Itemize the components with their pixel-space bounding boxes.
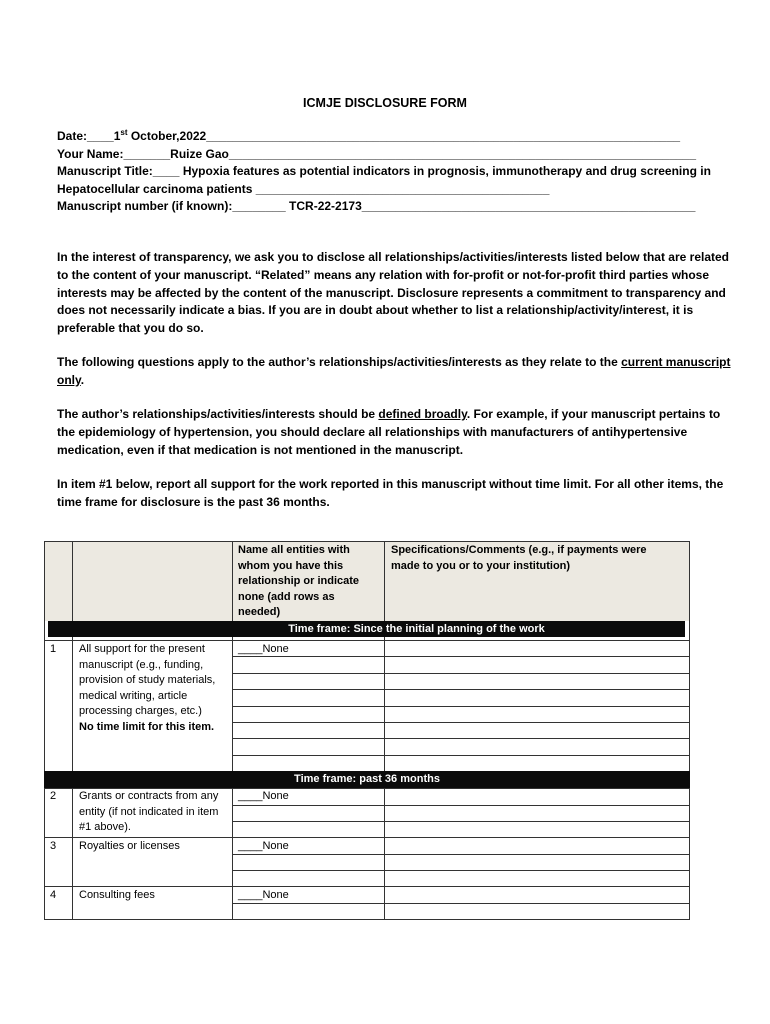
none-field[interactable]: ____None (238, 790, 289, 802)
entry-line (232, 656, 690, 657)
entry-line (232, 903, 690, 904)
manuscript-title-line: Manuscript Title:____ Hypoxia features as potential indicators in prognosis, immunotherapy and drug screening in (57, 164, 711, 178)
date-value: October,2022_______________________________________________________________________ (127, 129, 681, 143)
broad-text: The author’s relationships/activities/interests should be (57, 407, 379, 421)
item-number: 3 (50, 840, 57, 852)
page-title: ICMJE DISCLOSURE FORM (303, 96, 467, 110)
row-separator (44, 640, 690, 641)
entry-line (232, 722, 690, 723)
item-description: Grants or contracts from any entity (if not indicated in item #1 above). (79, 790, 219, 834)
item-number: 2 (50, 790, 57, 802)
table-border-bottom (44, 919, 690, 920)
item-description: Consulting fees (79, 889, 155, 901)
entry-line (232, 805, 690, 806)
manuscript-number-line: Manuscript number (if known):________ TCR-22-2173__________________________________________________ (57, 199, 696, 213)
none-field[interactable]: ____None (238, 889, 289, 901)
none-field[interactable]: ____None (238, 840, 289, 852)
item-number: 4 (50, 889, 57, 901)
transparency-paragraph: In the interest of transparency, we ask you to disclose all relationships/activities/interests listed below that are related to the content of your manuscript. “Related” means any relation with for-profit or not-for-profit third parties whose interests may be affected by the content of the manuscript. Disclosure represents a commitment to transparency and does not necessarily indicate a bias. If you are in doubt about whether to list a relationship/activity/interest, it is preferable that you do so. (57, 250, 729, 336)
scope-emphasis: current manuscript only (57, 355, 731, 387)
entry-line (232, 673, 690, 674)
time-frame-band-initial (48, 621, 685, 637)
entities-column-header: Name all entities with whom you have this relationship or indicate none (add rows as needed) (238, 544, 360, 619)
row-separator (44, 837, 690, 838)
table-border-right (689, 541, 690, 920)
item-description: All support for the present manuscript (e.g., funding, provision of study materials, medical writing, article processing charges, etc.) (79, 643, 216, 718)
entry-line (232, 821, 690, 822)
item-note: No time limit for this item. (79, 721, 215, 733)
time-frame-band-36-months: Time frame: past 36 months (44, 771, 690, 788)
date-label: Date:____1 (57, 129, 121, 143)
table-border-desc (232, 541, 233, 920)
specifications-column-header: Specifications/Comments (e.g., if payments were made to you or to your institution) (391, 544, 647, 572)
entry-line (232, 706, 690, 707)
table-border-top (44, 541, 690, 542)
date-ordinal: st (120, 128, 128, 137)
table-border-left (44, 541, 45, 920)
table-border-num (72, 541, 73, 920)
entry-line (232, 689, 690, 690)
entry-line (232, 854, 690, 855)
broad-rest: . For example, if your manuscript pertains to the epidemiology of hypertension, you should declare all relationships with manufacturers of antihypertensive medication, even if that medication is not mentioned in the manuscript. (57, 407, 721, 457)
scope-text: The following questions apply to the author’s relationships/activities/interests as they relate to the (57, 355, 622, 369)
time-frame-paragraph: In item #1 below, report all support for the work reported in this manuscript without time limit. For all other items, the time frame for disclosure is the past 36 months. (57, 477, 724, 509)
table-border-entities (384, 541, 385, 920)
none-field[interactable]: ____None (238, 643, 289, 655)
manuscript-title-line-2: Hepatocellular carcinoma patients ____________________________________________ (57, 181, 550, 196)
broad-emphasis: defined broadly (378, 407, 467, 421)
entry-line (232, 870, 690, 871)
author-name-line: Your Name:_______Ruize Gao______________________________________________________________________ (57, 146, 697, 161)
time-frame-band-initial-label: Time frame: Since the initial planning of the work (288, 623, 545, 635)
entry-line (232, 738, 690, 739)
scope-end: . (80, 372, 85, 387)
item-description: Royalties or licenses (79, 840, 180, 852)
item-number: 1 (50, 643, 57, 655)
row-separator (44, 886, 690, 887)
entry-line (232, 755, 690, 756)
